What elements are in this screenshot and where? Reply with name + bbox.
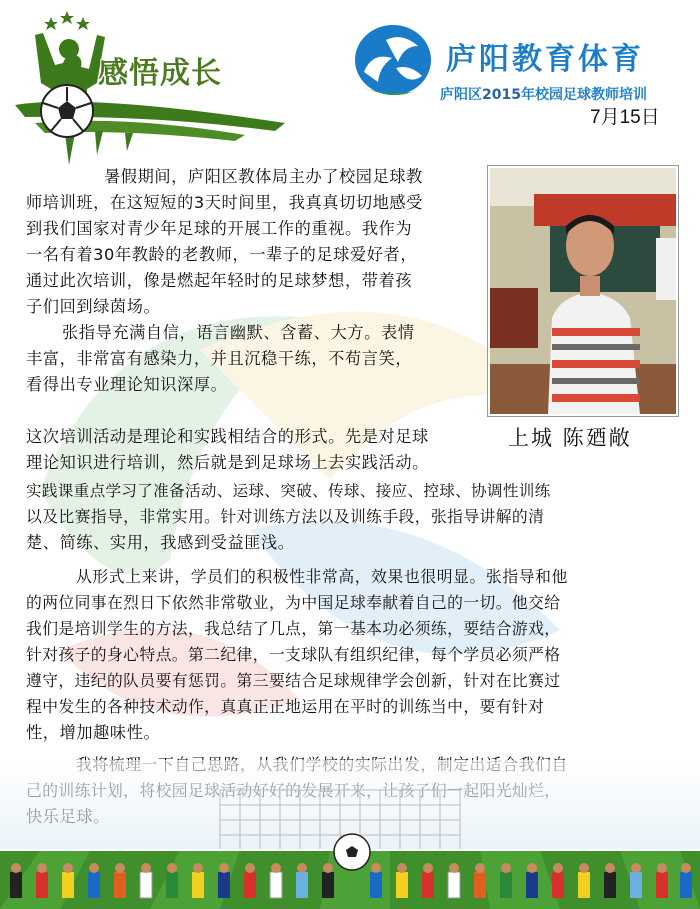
- body-line: 看得出专业理论知识深厚。: [26, 375, 228, 394]
- body-line: 我们是培训学生的方法，我总结了几点，第一基本功必须练，要结合游戏，: [26, 619, 561, 638]
- body-line: 张指导充满自信，语言幽默、含蓄、大方。表情: [62, 323, 415, 342]
- body-line: 从形式上来讲，学员们的积极性非常高，效果也很明显。张指导和他: [76, 567, 568, 586]
- body-line: 实践课重点学习了准备活动、运球、突破、传球、接应、控球、协调性训练: [26, 482, 551, 500]
- date: 7月15日: [590, 107, 660, 128]
- body-line: 性，增加趣味性。: [26, 723, 161, 742]
- teacher-photo: [488, 166, 678, 416]
- org-name: 庐阳教育体育: [446, 42, 644, 77]
- training-suffix: 年校园足球教师培训: [520, 87, 647, 103]
- body-line: 理论知识进行培训，然后就是到足球场上去实践活动。: [26, 453, 429, 472]
- body-line: 一名有着30年教龄的老教师，一辈子的足球爱好者，: [26, 245, 418, 264]
- body-line: 的两位同事在烈日下依然非常敬业，为中国足球奉献着自己的一切。他交给: [26, 593, 561, 612]
- training-year: 2015: [482, 87, 521, 103]
- photo-caption: 上城 陈廼敞: [508, 426, 632, 450]
- body-line: 丰富，非常富有感染力，并且沉稳干练，不苟言笑，: [26, 349, 413, 368]
- training-title: [440, 84, 647, 104]
- training-prefix: 庐阳区: [440, 87, 482, 103]
- body-line: 程中发生的各种技术动作，真真正正地运用在平时的训练当中，要有针对: [26, 697, 545, 716]
- body-line: 楚、简练、实用，我感到受益匪浅。: [26, 533, 295, 552]
- body-line: 这次培训活动是理论和实践相结合的形式。先是对足球: [26, 427, 429, 446]
- teacher-photo-illustration: [490, 168, 676, 414]
- body-line: 师培训班，在这短短的3天时间里，我真真切切地感受: [26, 193, 424, 212]
- stars-icon: [44, 11, 90, 30]
- body-line: 遵守，违纪的队员要有惩罚。第三要结合足球规律学会创新，针对在比赛过: [26, 671, 561, 690]
- stadium-illustration: [0, 760, 700, 909]
- org-logo-icon: [352, 22, 434, 98]
- body-line: 针对孩子的身心特点。第二纪律，一支球队有组织纪律，每个学员必须严格: [26, 645, 561, 664]
- section-title: 感悟成长: [98, 56, 222, 91]
- body-line: 到我们国家对青少年足球的开展工作的重视。我作为: [26, 219, 413, 238]
- body-line: 以及比赛指导，非常实用。针对训练方法以及训练手段，张指导讲解的清: [26, 507, 545, 526]
- body-line: 子们回到绿茵场。: [26, 297, 161, 316]
- body-line: 通过此次培训，像是燃起年轻时的足球梦想，带着孩: [26, 271, 413, 290]
- body-line: 暑假期间，庐阳区教体局主办了校园足球教: [104, 167, 423, 186]
